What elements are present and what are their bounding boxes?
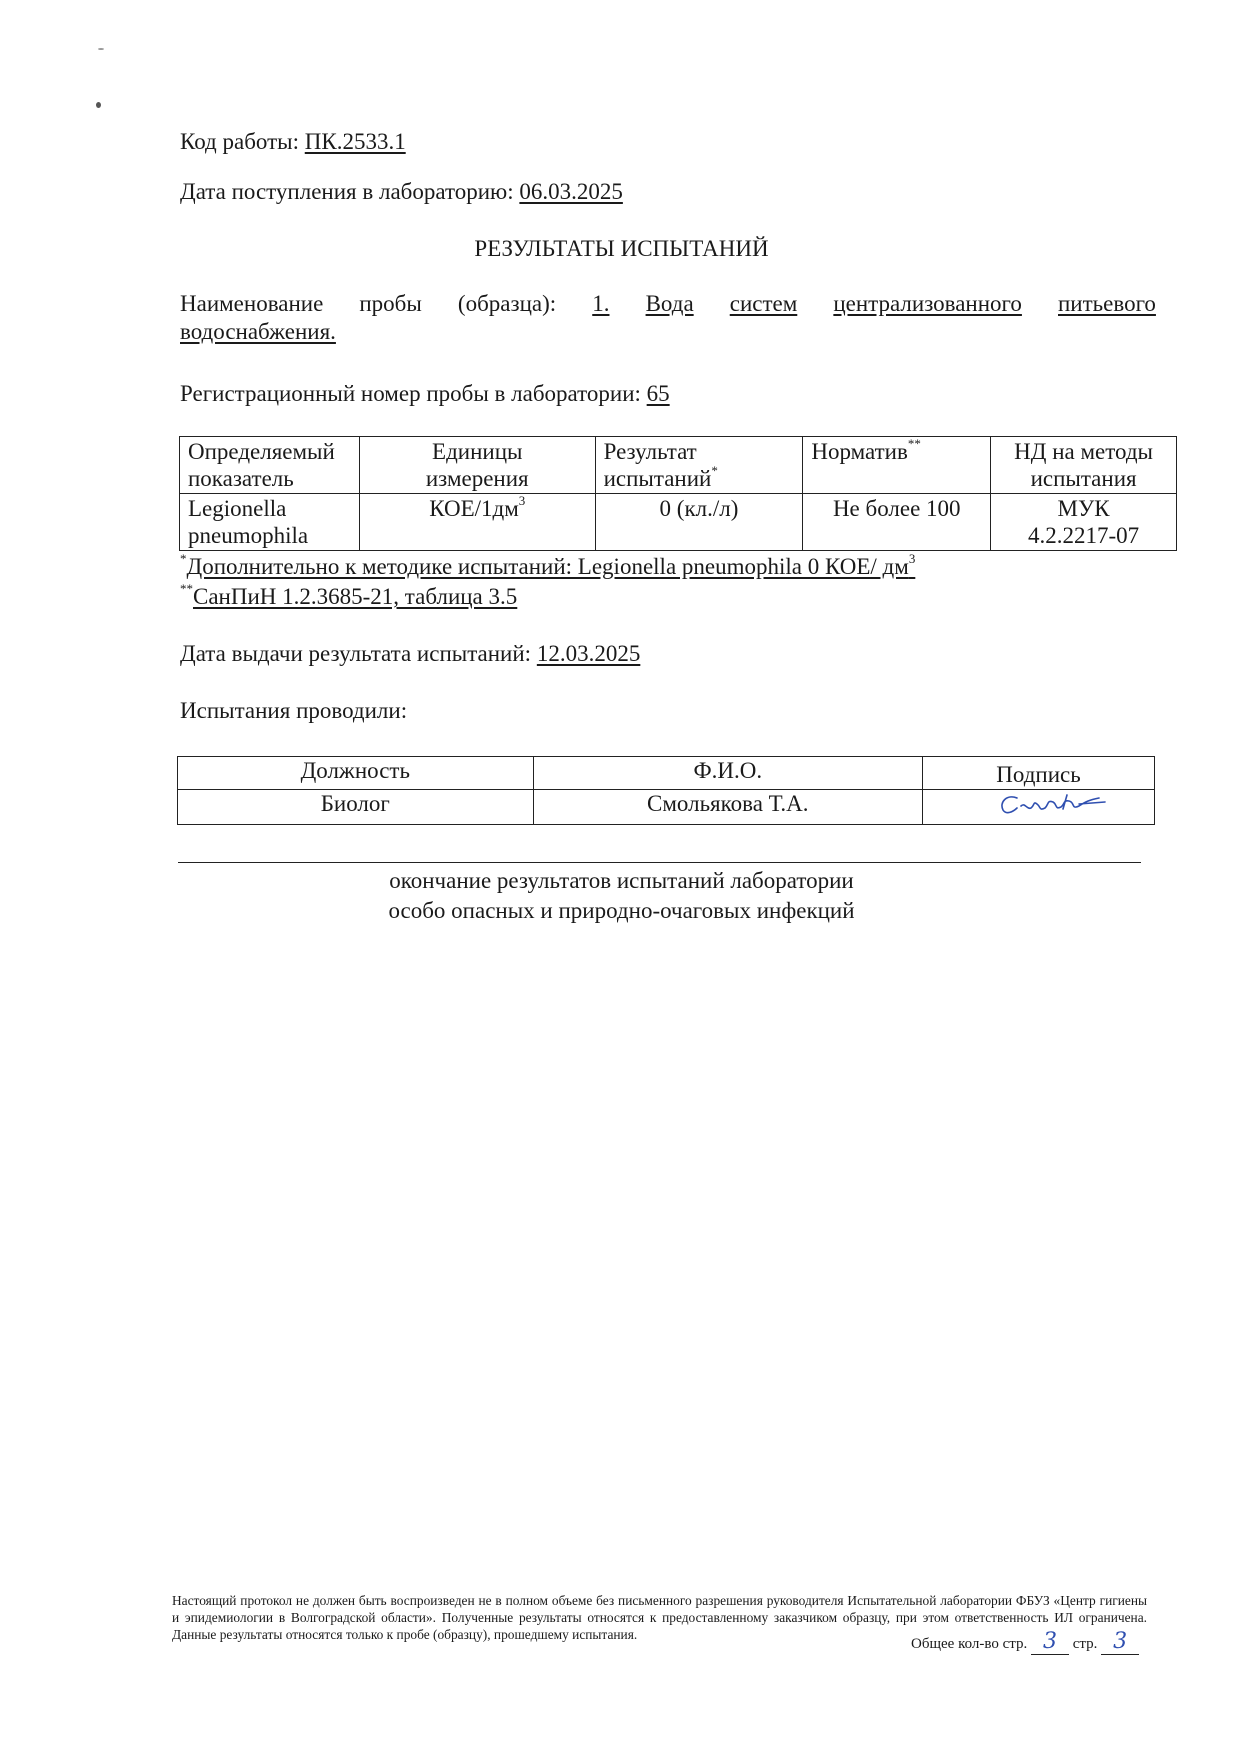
sample-name-value-word: централизованного xyxy=(833,291,1022,316)
staff-header-position: Должность xyxy=(178,757,534,790)
cell-indicator-line1: Legionella xyxy=(188,496,287,521)
end-note-line1: окончание результатов испытаний лаборатории xyxy=(389,868,854,893)
staff-header-row xyxy=(178,757,1155,790)
cell-method-line2: 4.2.2217-07 xyxy=(1027,523,1140,548)
cell-units-sup: 3 xyxy=(518,493,526,509)
cell-units-text: КОЕ/1дм xyxy=(429,496,519,521)
work-code xyxy=(180,128,406,156)
header-indicator xyxy=(180,437,360,494)
header-units xyxy=(359,437,595,494)
conducted-by-label: Испытания проводили: xyxy=(180,698,408,723)
staff-row xyxy=(178,790,1155,825)
scan-speck xyxy=(96,102,101,108)
results-header-row xyxy=(180,437,1177,494)
cell-norm: Не более 100 xyxy=(803,494,991,551)
sample-name-label-word: (образца): xyxy=(457,291,557,316)
document-title: РЕЗУЛЬТАТЫ ИСПЫТАНИЙ xyxy=(474,236,769,261)
footnote-mark: ** xyxy=(907,436,921,452)
cell-indicator xyxy=(180,494,360,551)
issue-date-value: 12.03.2025 xyxy=(536,641,641,666)
cell-method-line1: МУК xyxy=(1057,496,1110,521)
sample-name-value-word: систем xyxy=(729,291,798,316)
page-count-page-label: стр. xyxy=(1072,1636,1098,1652)
results-table xyxy=(179,436,1177,551)
staff-header-name: Ф.И.О. xyxy=(533,757,922,790)
scan-speck xyxy=(98,48,104,50)
header-result xyxy=(595,437,803,494)
header-indicator-line2: показатель xyxy=(188,466,294,491)
end-note xyxy=(0,866,1243,926)
header-result-line1: Результат xyxy=(603,439,697,464)
staff-header-signature: Подпись xyxy=(923,757,1155,790)
footnote-1 xyxy=(180,553,915,581)
page-count-page-value: 3 xyxy=(1101,1630,1139,1655)
header-result-line2 xyxy=(604,465,795,492)
header-result-text: испытаний xyxy=(603,466,712,491)
staff-name: Смольякова Т.А. xyxy=(533,790,922,825)
issue-date xyxy=(180,640,640,668)
header-norm xyxy=(803,437,991,494)
footnote-2 xyxy=(180,583,517,611)
footnote-1-sup: 3 xyxy=(908,551,916,567)
header-method-line1: НД на методы xyxy=(1014,439,1153,464)
registration-value: 65 xyxy=(646,381,670,406)
sample-name-value-word: 1. xyxy=(592,291,610,316)
work-code-value: ПК.2533.1 xyxy=(304,129,406,154)
header-indicator-line1: Определяемый xyxy=(188,439,335,464)
sample-name-value-word: питьевого xyxy=(1058,291,1156,316)
sample-name-label-word: Наименование xyxy=(180,291,324,316)
footnote-1-text: Дополнительно к методике испытаний: Legionella pneumophila 0 КОЕ/ дм xyxy=(186,554,909,579)
footnote-1-mark: * xyxy=(180,551,187,567)
sample-name-line2: водоснабжения. xyxy=(180,319,336,344)
footnote-mark: * xyxy=(711,463,718,479)
sample-name-line1 xyxy=(180,290,1156,318)
header-units-line2: измерения xyxy=(425,466,529,491)
end-note-line2: особо опасных и природно-очаговых инфекций xyxy=(388,898,855,923)
header-norm-text: Норматив xyxy=(811,439,908,464)
page-count-total-label: Общее кол-во стр. xyxy=(911,1636,1028,1652)
arrival-date xyxy=(180,178,623,206)
cell-method xyxy=(991,494,1177,551)
footnote-2-text: СанПиН 1.2.3685-21, таблица 3.5 xyxy=(193,584,518,609)
arrival-date-label: Дата поступления в лабораторию: xyxy=(180,179,514,204)
cell-result: 0 (кл./л) xyxy=(595,494,803,551)
header-method xyxy=(991,437,1177,494)
cell-indicator-line2: pneumophila xyxy=(188,523,309,548)
disclaimer: Настоящий протокол не должен быть воспроизведен не в полном объеме без письменного разрешения руководителя Испытательной лаборатории ФБУЗ «Центр гигиены и эпидемиологии в Волгоградской области». Полученные результаты относятся к предоставленному заказчиком образцу, при этом ответственность ИЛ ограничена. Данные результаты относятся только к пробе (образцу), прошедшему испытания. xyxy=(172,1593,1147,1642)
staff-table xyxy=(177,756,1155,825)
handwritten-signature xyxy=(929,790,1149,818)
arrival-date-value: 06.03.2025 xyxy=(519,179,623,204)
header-units-line1: Единицы xyxy=(432,439,523,464)
registration-label: Регистрационный номер пробы в лаборатории: xyxy=(180,381,641,406)
header-method-line2: испытания xyxy=(1030,466,1137,491)
results-row xyxy=(180,494,1177,551)
issue-date-label: Дата выдачи результата испытаний: xyxy=(180,641,532,666)
registration-number xyxy=(180,380,670,408)
footnote-2-mark: ** xyxy=(180,581,193,597)
sample-name-value-word: Вода xyxy=(645,291,694,316)
page-count xyxy=(911,1630,1139,1656)
work-code-label: Код работы: xyxy=(180,129,299,154)
cell-units xyxy=(359,494,595,551)
section-divider xyxy=(178,862,1141,863)
sample-name-label-word: пробы xyxy=(359,291,422,316)
staff-position: Биолог xyxy=(178,790,534,825)
page-count-total-value: 3 xyxy=(1031,1630,1069,1655)
signature-cell xyxy=(923,790,1155,825)
sample-name xyxy=(180,290,1156,346)
